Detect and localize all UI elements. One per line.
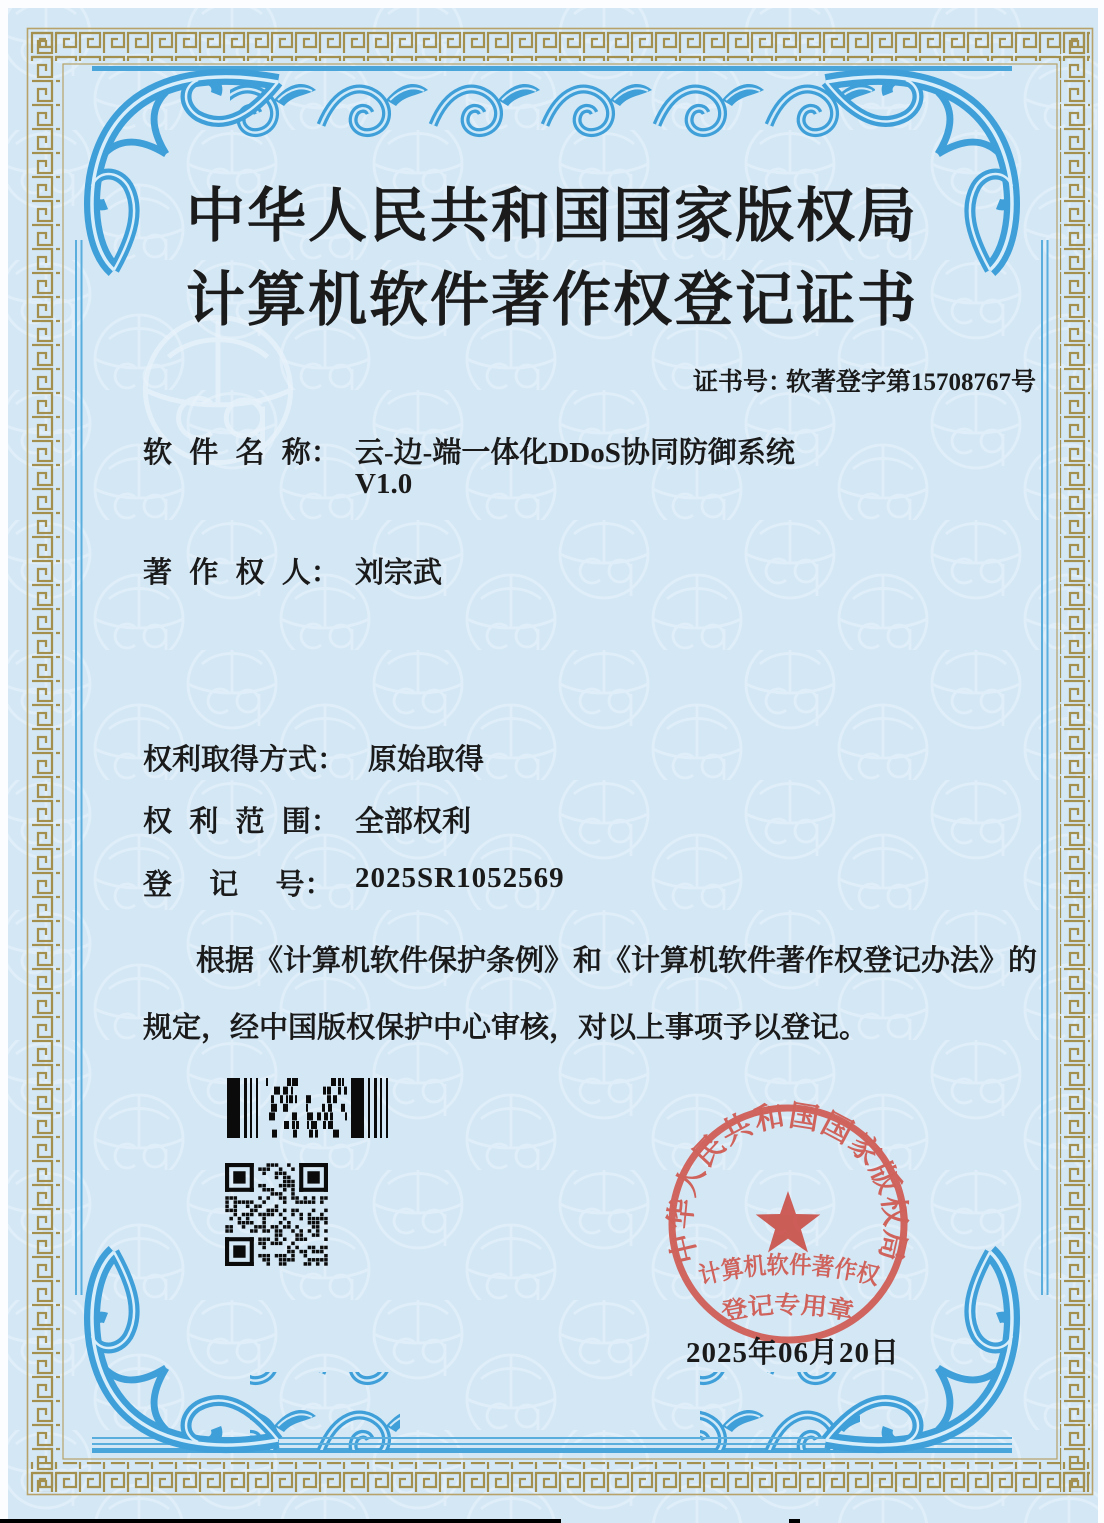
rights-scope-label: 权 利 范 围：: [143, 806, 340, 838]
registration-no-label: 登 记 号：: [143, 869, 334, 901]
red-star-icon: [756, 1191, 821, 1253]
copyright-owner-value: 刘宗武: [355, 557, 443, 589]
stamp-line1-text: 计算机软件著作权: [696, 1252, 884, 1292]
stamp-line2-text: 登记专用章: [719, 1292, 854, 1327]
rights-scope-value: 全部权利: [355, 806, 472, 838]
qr-code-graphic: [225, 1163, 328, 1266]
body-line2: 规定，经中国版权保护中心审核，对以上事项予以登记。: [143, 1012, 869, 1044]
acquisition-method-label: 权利取得方式：: [143, 744, 347, 776]
acquisition-method-value: 原始取得: [368, 744, 485, 776]
cert-no-label: 证书号：: [693, 369, 794, 396]
copyright-owner-label: 著 作 权 人：: [143, 557, 340, 589]
title-line1: 中华人民共和国国家版权局: [185, 183, 918, 249]
cert-no-value: 软著登字第15708767号: [786, 369, 1037, 396]
issue-date: 2025年06月20日: [686, 1337, 901, 1369]
official-stamp: [659, 1095, 917, 1353]
software-name-label: 软 件 名 称：: [143, 437, 340, 469]
software-name-value: 云-边-端一体化DDoS协同防御系统: [355, 437, 795, 469]
software-version-value: V1.0: [355, 468, 413, 500]
registration-no-value: 2025SR1052569: [355, 862, 565, 894]
title-line2: 计算机软件著作权登记证书: [185, 267, 918, 333]
scan-edge-bar: [0, 1519, 561, 1523]
stamp-arc-text: 中华人民共和国国家版权局: [664, 1099, 912, 1267]
scan-edge-tick: [789, 1519, 800, 1523]
body-line1: 根据《计算机软件保护条例》和《计算机软件著作权登记办法》的: [196, 945, 1038, 977]
barcode-graphic: [227, 1078, 391, 1138]
